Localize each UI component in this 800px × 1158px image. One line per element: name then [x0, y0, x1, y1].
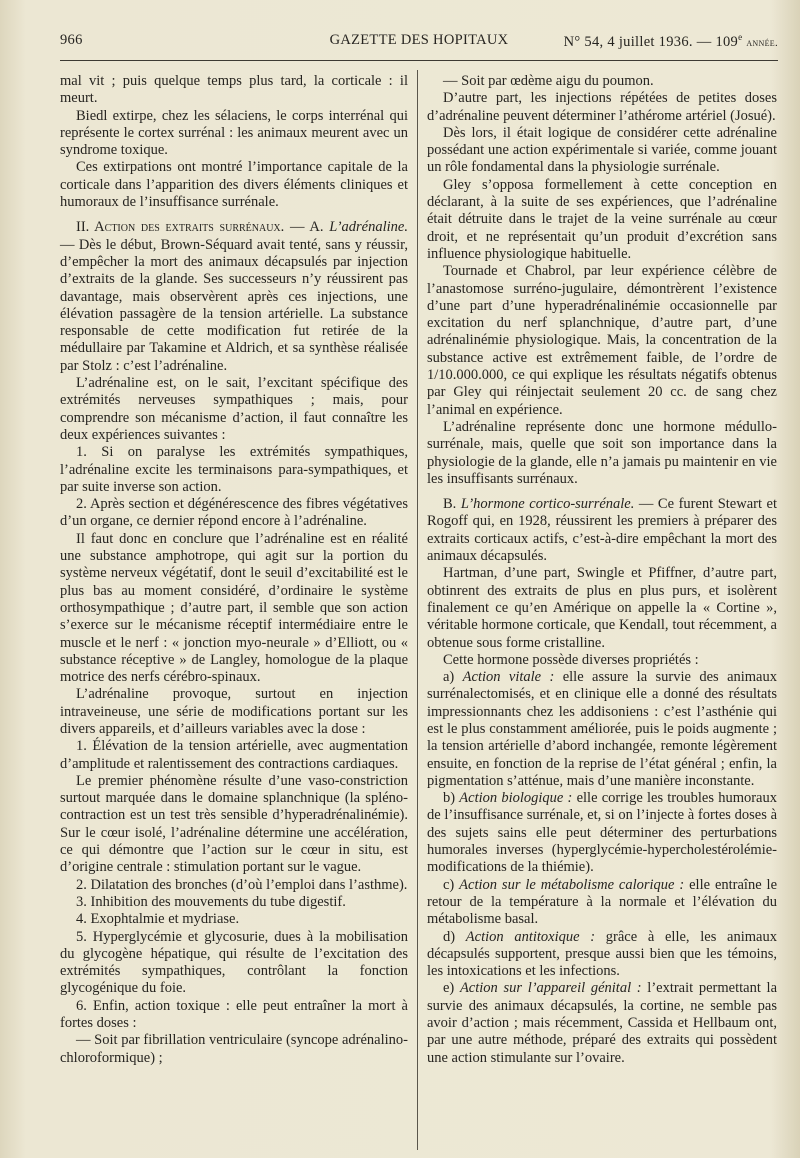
- property-item: [427, 877, 777, 929]
- list-item: 2. Dilatation des bronches (d’où l’emploi dans l’asthme).: [76, 876, 408, 893]
- paragraph: Tournade et Chabrol, par leur expérience célèbre de l’anastomose surréno-jugulaire, démontrèrent l’existence d’une part d’une hyperadrénalinémie occasionnelle par excitation du nerf splanchnique, d’autre part, d’une adrénalinémie physiologique. Mais, la concentration de la substance active est extrêmement faible, de l’ordre de 1/10.000.000, ce qui explique les résultats négatifs obtenus par Gley qui réinjectait seulement 20 cc. de sang chez l’animal en expérience.: [427, 263, 777, 418]
- issue-superscript: e: [738, 32, 743, 42]
- column-divider: [417, 70, 418, 1150]
- property-letter: d): [443, 928, 466, 945]
- journal-title: GAZETTE DES HOPITAUX: [329, 32, 509, 48]
- paragraph: Cette hormone possède diverses propriétés :: [443, 651, 699, 668]
- property-letter: b): [443, 790, 460, 807]
- section-text: — Dès le début, Brown-Séquard avait tenté, sans y réussir, d’empêcher la mort des animaux décapsulés par injection d’extraits de la glande. Ses successeurs n’y réussirent pas davantage, mais observèrent après ces injections, une élévation passagère de la tension artérielle. La substance responsable de cette modification fut retirée de la médullaire par Takamine et Aldrich, et sa synthèse réalisée par Stolz : c’est l’adrénaline.: [60, 236, 408, 374]
- property-letter: c): [443, 876, 460, 893]
- list-item: 3. Inhibition des mouvements du tube digestif.: [76, 893, 346, 910]
- property-title: Action antitoxique :: [465, 928, 596, 945]
- list-item: 1. Élévation de la tension artérielle, avec augmentation d’amplitude et ralentissement des contractions cardiaques.: [60, 738, 408, 772]
- property-text: grâce à elle, les animaux décapsulés supportent, presque aussi bien que les témoins, les intoxications et les infections.: [427, 928, 777, 980]
- list-item: 6. Enfin, action toxique : elle peut entraîner la mort à fortes doses :: [60, 997, 408, 1032]
- paragraph: Dès lors, il était logique de considérer cette adrénaline possédant une action expérimentale si variée, comme jouant un rôle fondamental dans la physiologie surrénale.: [427, 124, 777, 176]
- property-title: Action sur le métabolisme calorique :: [459, 876, 685, 893]
- section-subheading: L’adrénaline.: [329, 219, 408, 236]
- property-item: [427, 980, 777, 1066]
- subsection-heading: L’hormone cortico-surrénale.: [460, 496, 635, 513]
- paragraph: — Soit par œdème aigu du poumon.: [443, 73, 654, 89]
- paragraph: Le premier phénomène résulte d’une vaso-constriction surtout marquée dans le domaine splanchnique (la spléno-contraction est un test très sensible d’hyperadrénalinémie). Sur le cœur isolé, l’adrénaline détermine une accélération, ce qui démontre que l’action sur le cœur in situ, est d’origine centrale : stimulation portant sur le vague.: [60, 772, 408, 876]
- property-title: Action vitale :: [462, 669, 555, 686]
- header-rule: [60, 60, 778, 61]
- property-text: elle assure la survie des animaux surrénalectomisés, et en clinique elle a donné des résultats impressionnants chez les addisoniens : c’est l’asthénie qui est le plus constamment améliorée, puis le poids augmente ; la tension artérielle d’abord inchangée, remonte légèrement ensuite, en fonction de la reprise de l’état général ; enfin, la pigmentation s’atténue, mais d’une manière inconstante.: [427, 669, 777, 789]
- list-item: 2. Après section et dégénérescence des fibres végétatives d’un organe, ce dernier répond encore à l’adrénaline.: [60, 496, 408, 530]
- subsection-paragraph: [427, 496, 777, 565]
- subsection-lead: B.: [443, 496, 461, 513]
- list-item: 1. Si on paralyse les extrémités sympathiques, l’adrénaline excite les terminaisons para-sympathiques, et par suite inverse son action.: [60, 444, 408, 495]
- property-letter: e): [443, 980, 460, 997]
- section-heading: II. Action des extraits surrénaux.: [76, 219, 285, 236]
- property-title: Action sur l’appareil génital :: [459, 980, 642, 997]
- paragraph: Il faut donc en conclure que l’adrénaline est en réalité une substance amphotrope, qui agit sur la portion du système nerveux végétatif, dont le seuil d’excitabilité est le plus bas au moment considéré, d’ordinaire le système orthosympathique ; d’autre part, il semble que son action s’exerce sur le mécanisme réceptif intermédiaire entre le muscle et le nerf : « jonction myo-neurale » d’Elliott, ou « substance réceptive » de Langley, homologue de la plaque motrice des nerfs cérébro-spinaux.: [60, 530, 408, 686]
- paragraph: L’adrénaline est, on le sait, l’excitant spécifique des extrémités nerveuses sympathiques ; mais, pour comprendre son mécanisme d’action, il faut connaître les deux expériences suivantes :: [60, 375, 408, 443]
- left-column: [60, 73, 408, 1067]
- paragraph: Hartman, d’une part, Swingle et Pfiffner, d’autre part, obtinrent des extraits de plus en plus purs, et isolèrent finalement ce qu’en Amérique on appelle la « Cortine », véritable hormone corticale, que Kendall, tout récemment, a obtenue sous forme cristalline.: [427, 565, 777, 651]
- page-number: 966: [60, 32, 83, 48]
- paragraph: Biedl extirpe, chez les sélaciens, le corps interrénal qui représente le cortex surrénal : les animaux meurent avec un syndrome toxique.: [60, 107, 408, 159]
- issue-suffix: année.: [746, 36, 778, 49]
- paragraph: Gley s’opposa formellement à cette conception en déclarant, à la suite de ses expériences, que l’adrénaline était détruite dans le trajet de la veine surrénale au cœur droit, et ne représentait qu’un produit d’excrétion sans influence physiologique habituelle.: [427, 176, 777, 262]
- list-item: 4. Exophtalmie et mydriase.: [76, 911, 240, 928]
- paragraph: L’adrénaline provoque, surtout en injection intraveineuse, une série de modifications portant sur les divers appareils, et d’ailleurs variables avec la dose :: [60, 686, 408, 737]
- issue-text: N° 54, 4 juillet 1936. — 109: [563, 33, 739, 50]
- paragraph: mal vit ; puis quelque temps plus tard, la corticale : il meurt.: [60, 73, 408, 107]
- property-item: [427, 790, 777, 876]
- page-header: [60, 32, 778, 54]
- paragraph: Ces extirpations ont montré l’importance capitale de la corticale dans l’apparition des divers éléments cliniques et humoraux de l’insuffisance surrénale.: [60, 159, 408, 211]
- list-item: — Soit par fibrillation ventriculaire (syncope adrénalino-chloroformique) ;: [60, 1032, 408, 1066]
- section-subheading-lead: — A.: [289, 219, 330, 236]
- property-text: l’extrait permettant la survie des animaux décapsulés, la cortine, ne semble pas avoir d’action ; mais récemment, Cassida et Hellbaum ont, par une autre méthode, préparé des extraits qui possèdent une action stimulante sur l’ovaire.: [427, 980, 778, 1066]
- subsection-text: — Ce furent Stewart et Rogoff qui, en 1928, réussirent les premiers à préparer des extraits corticaux actifs, c’est-à-dire empêchant la mort des animaux décapsulés.: [427, 496, 777, 565]
- paragraph: D’autre part, les injections répétées de petites doses d’adrénaline peuvent déterminer l’athérome artériel (Josué).: [427, 90, 777, 124]
- issue-info: [564, 32, 778, 51]
- property-item: [427, 929, 777, 981]
- property-title: Action biologique :: [459, 790, 573, 807]
- property-text: elle entraîne le retour de la température à la normale et l’élévation du métabolisme basal.: [427, 876, 778, 928]
- paragraph: L’adrénaline représente donc une hormone médullo-surrénale, mais, quelle que soit son importance dans la physiologie de la glande, elle n’a jamais pu maintenir en vie les insuffisants surrénaux.: [427, 418, 777, 487]
- property-item: [427, 669, 777, 790]
- property-letter: a): [443, 669, 463, 686]
- right-column: [427, 73, 777, 1067]
- list-item: 5. Hyperglycémie et glycosurie, dues à la mobilisation du glycogène hépatique, qui résulte de l’excitation des extrémités sympathiques, contrôlant la fonction glycogénique du foie.: [60, 928, 408, 997]
- property-text: elle corrige les troubles humoraux de l’insuffisance surrénale, et, si on l’injecte à fortes doses à des sujets sains elle peut déterminer des perturbations humorales inverses (hyperglycémie-hypercholestérolémie-modifications de la thiémie).: [427, 790, 777, 876]
- section-heading-paragraph: [60, 219, 408, 375]
